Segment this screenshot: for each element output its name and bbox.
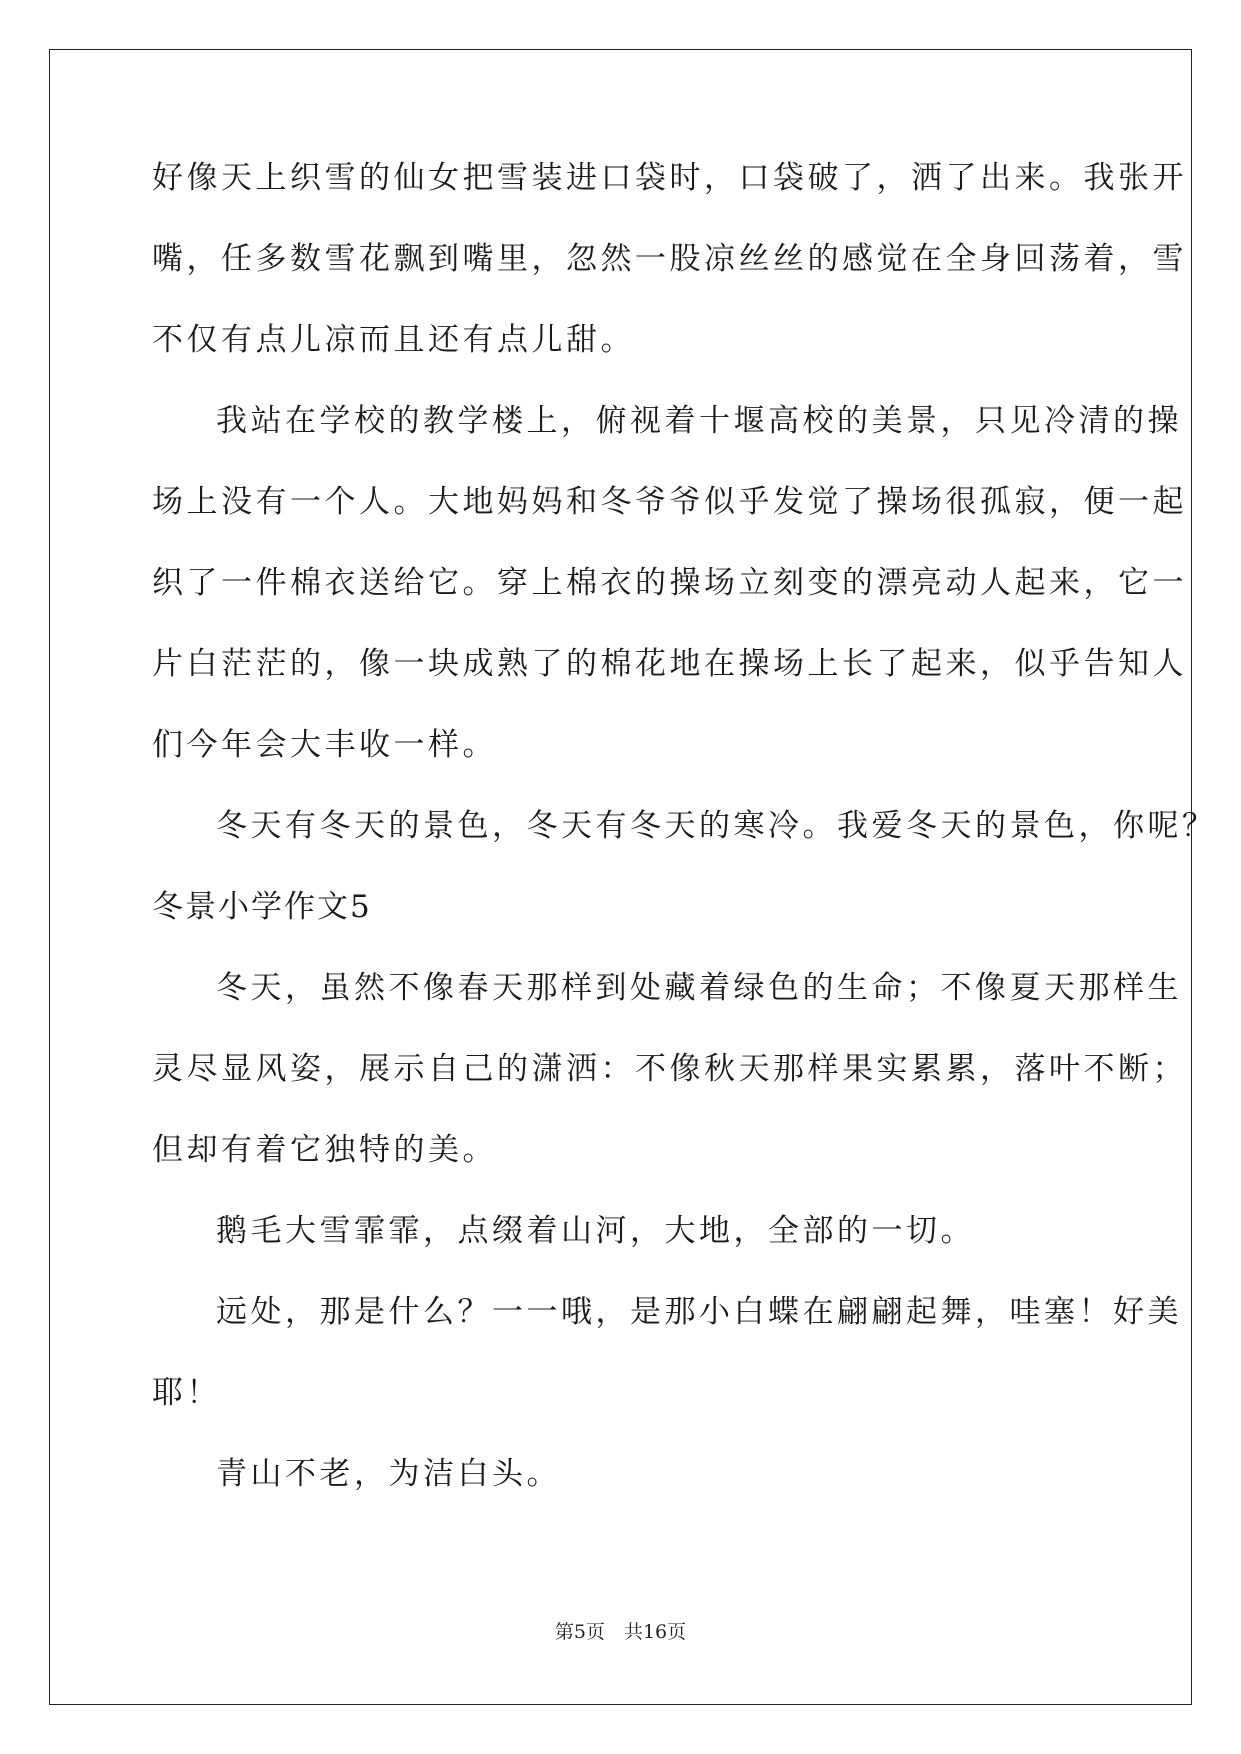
document-body [152, 155, 1217, 1532]
text-line-7: 片白茫茫的，像一块成熟了的棉花地在操场上长了起来，似乎告知人 [152, 646, 1187, 682]
text-line-8: 们今年会大丰收一样。 [152, 727, 497, 763]
text-line-14: 鹅毛大雪霏霏，点缀着山河，大地，全部的一切。 [216, 1213, 975, 1249]
text-line-3: 不仅有点儿凉而且还有点儿甜。 [152, 322, 635, 358]
text-line-4: 我站在学校的教学楼上，俯视着十堰高校的美景，只见冷清的操 [216, 403, 1182, 439]
text-line-1: 好像天上织雪的仙女把雪装进口袋时，口袋破了，洒了出来。我张开 [152, 160, 1187, 196]
page-number-footer: 第5页 共16页 [554, 1621, 687, 1643]
text-line-16: 耶！ [152, 1375, 221, 1411]
section-heading: 冬景小学作文5 [152, 889, 372, 925]
text-line-13: 但却有着它独特的美。 [152, 1132, 497, 1168]
text-line-6: 织了一件棉衣送给它。穿上棉衣的操场立刻变的漂亮动人起来，它一 [152, 565, 1187, 601]
text-line-5: 场上没有一个人。大地妈妈和冬爷爷似乎发觉了操场很孤寂，便一起 [152, 484, 1187, 520]
text-line-15: 远处，那是什么？一一哦，是那小白蝶在翩翩起舞，哇塞！好美 [216, 1294, 1182, 1330]
text-line-11: 冬天，虽然不像春天那样到处藏着绿色的生命；不像夏天那样生 [216, 970, 1182, 1006]
text-line-9: 冬天有冬天的景色，冬天有冬天的寒冷。我爱冬天的景色，你呢？ [216, 808, 1217, 844]
text-line-12: 灵尽显风姿，展示自己的潇洒：不像秋天那样果实累累，落叶不断； [152, 1051, 1187, 1087]
text-line-17: 青山不老，为洁白头。 [216, 1456, 561, 1492]
text-line-2: 嘴，任多数雪花飘到嘴里，忽然一股凉丝丝的感觉在全身回荡着，雪 [152, 241, 1187, 277]
